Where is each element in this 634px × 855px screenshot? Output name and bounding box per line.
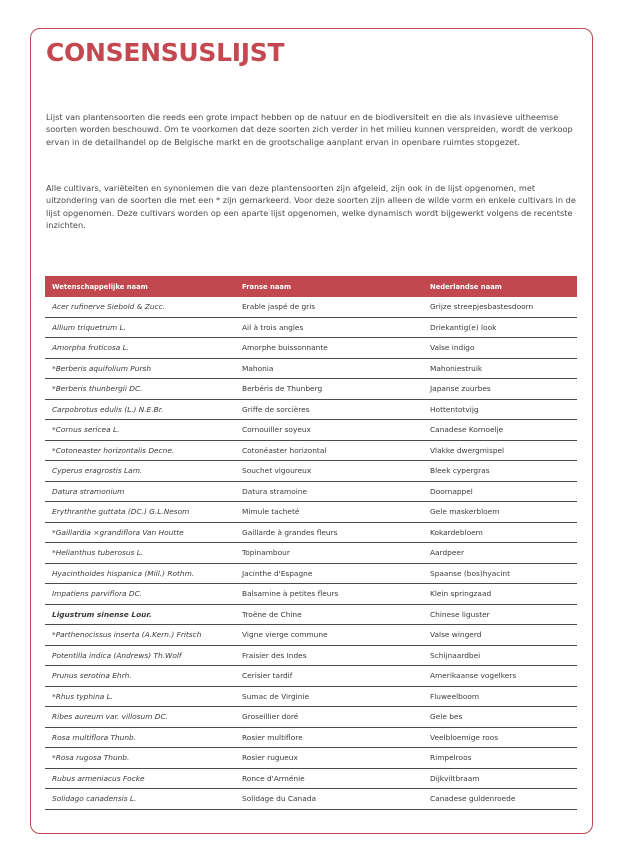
header-dutch-name: Nederlandse naam <box>423 276 577 297</box>
french-name-cell: Troëne de Chine <box>235 604 423 625</box>
table-row <box>45 584 577 605</box>
scientific-name-cell: Ribes aureum var. villosum DC. <box>45 707 235 728</box>
dutch-name-cell: Japanse zuurbes <box>423 379 577 400</box>
french-name-cell: Cerisier tardif <box>235 666 423 687</box>
dutch-name-cell: Doornappel <box>423 481 577 502</box>
dutch-name-cell: Grijze streepjesbastesdoorn <box>423 297 577 317</box>
table-row <box>45 358 577 379</box>
french-name-cell: Erable jaspé de gris <box>235 297 423 317</box>
table-row <box>45 440 577 461</box>
french-name-cell: Gaillarde à grandes fleurs <box>235 522 423 543</box>
dutch-name-cell: Gele bes <box>423 707 577 728</box>
dutch-name-cell: Dijkviltbraam <box>423 768 577 789</box>
french-name-cell: Topinambour <box>235 543 423 564</box>
dutch-name-cell: Veelbloemige roos <box>423 727 577 748</box>
table-row <box>45 297 577 317</box>
page-title: CONSENSUSLIJST <box>46 38 285 67</box>
table-row <box>45 461 577 482</box>
dutch-name-cell: Mahoniestruik <box>423 358 577 379</box>
scientific-name-cell: *Cornus sericea L. <box>45 420 235 441</box>
scientific-name-cell: Rosa multiflora Thunb. <box>45 727 235 748</box>
scientific-name-cell: *Berberis thunbergii DC. <box>45 379 235 400</box>
french-name-cell: Rosier rugueux <box>235 748 423 769</box>
intro-paragraph-2: Alle cultivars, variëteiten en synoniemen die van deze plantensoorten zijn afgeleid, zijn ook in de lijst opgenomen, met uitzondering van de soorten die met een * zijn gemarkeerd. Voor deze soorten zijn alleen de wilde vorm en enkele cultivars in de lijst opgenomen. Deze cultivars worden op een aparte lijst opgenomen, welke dynamisch wordt bijgewerkt volgens de recentste inzichten. <box>46 183 576 231</box>
scientific-name-cell: Allium triquetrum L. <box>45 317 235 338</box>
intro-paragraph-1: Lijst van plantensoorten die reeds een grote impact hebben op de natuur en de biodiversiteit en die als invasieve uitheemse soorten worden beschouwd. Om te voorkomen dat deze soorten zich verder in het milieu kunnen verspreiden, wordt de verkoop ervan in de detailhandel op de Belgische markt en de grootschalige aanplant ervan in openbare ruimtes stopgezet. <box>46 112 573 147</box>
dutch-name-cell: Aardpeer <box>423 543 577 564</box>
dutch-name-cell: Gele maskerbloem <box>423 502 577 523</box>
scientific-name-cell: Impatiens parviflora DC. <box>45 584 235 605</box>
table-row <box>45 563 577 584</box>
dutch-name-cell: Driekantig(e) look <box>423 317 577 338</box>
scientific-name-cell: Amorpha fruticosa L. <box>45 338 235 359</box>
french-name-cell: Cotonéaster horizontal <box>235 440 423 461</box>
table-row <box>45 481 577 502</box>
french-name-cell: Jacinthe d'Espagne <box>235 563 423 584</box>
header-scientific-name: Wetenschappelijke naam <box>45 276 235 297</box>
scientific-name-cell: Acer rufinerve Siebold & Zucc. <box>45 297 235 317</box>
dutch-name-cell: Canadese guldenroede <box>423 789 577 810</box>
dutch-name-cell: Bleek cypergras <box>423 461 577 482</box>
french-name-cell: Vigne vierge commune <box>235 625 423 646</box>
table-row <box>45 789 577 810</box>
dutch-name-cell: Chinese liguster <box>423 604 577 625</box>
scientific-name-cell: *Cotoneaster horizontalis Decne. <box>45 440 235 461</box>
french-name-cell: Rosier multiflore <box>235 727 423 748</box>
scientific-name-cell: Potentilla indica (Andrews) Th.Wolf <box>45 645 235 666</box>
scientific-name-cell: *Parthenocissus inserta (A.Kern.) Fritsch <box>45 625 235 646</box>
scientific-name-cell: Carpobrotus edulis (L.) N.E.Br. <box>45 399 235 420</box>
table-row <box>45 727 577 748</box>
table-row <box>45 666 577 687</box>
dutch-name-cell: Klein springzaad <box>423 584 577 605</box>
dutch-name-cell: Canadese Kornoelje <box>423 420 577 441</box>
scientific-name-cell: Cyperus eragrostis Lam. <box>45 461 235 482</box>
scientific-name-cell: Datura stramonium <box>45 481 235 502</box>
dutch-name-cell: Valse indigo <box>423 338 577 359</box>
scientific-name-cell: *Rosa rugosa Thunb. <box>45 748 235 769</box>
table-row <box>45 379 577 400</box>
dutch-name-cell: Fluweelboom <box>423 686 577 707</box>
dutch-name-cell: Vlakke dwergmispel <box>423 440 577 461</box>
scientific-name-cell: Hyacinthoides hispanica (Mill.) Rothm. <box>45 563 235 584</box>
table-row <box>45 768 577 789</box>
french-name-cell: Amorphe buissonnante <box>235 338 423 359</box>
scientific-name-cell: Prunus serotina Ehrh. <box>45 666 235 687</box>
french-name-cell: Cornouiller soyeux <box>235 420 423 441</box>
table-body <box>45 297 577 809</box>
scientific-name-cell: *Gaillardia ×grandiflora Van Houtte <box>45 522 235 543</box>
french-name-cell: Berbéris de Thunberg <box>235 379 423 400</box>
french-name-cell: Ail à trois angles <box>235 317 423 338</box>
french-name-cell: Souchet vigoureux <box>235 461 423 482</box>
table-row <box>45 604 577 625</box>
french-name-cell: Mahonia <box>235 358 423 379</box>
table-row <box>45 522 577 543</box>
scientific-name-cell: Erythranthe guttata (DC.) G.L.Nesom <box>45 502 235 523</box>
table-row <box>45 502 577 523</box>
dutch-name-cell: Valse wingerd <box>423 625 577 646</box>
scientific-name-cell: *Rhus typhina L. <box>45 686 235 707</box>
french-name-cell: Solidage du Canada <box>235 789 423 810</box>
table-row <box>45 338 577 359</box>
scientific-name-cell: *Berberis aquifolium Pursh <box>45 358 235 379</box>
french-name-cell: Datura stramoine <box>235 481 423 502</box>
french-name-cell: Groseillier doré <box>235 707 423 728</box>
dutch-name-cell: Schijnaardbei <box>423 645 577 666</box>
table-row <box>45 707 577 728</box>
dutch-name-cell: Kokardebloem <box>423 522 577 543</box>
french-name-cell: Balsamine à petites fleurs <box>235 584 423 605</box>
table-row <box>45 686 577 707</box>
table-row <box>45 748 577 769</box>
dutch-name-cell: Hottentotvijg <box>423 399 577 420</box>
scientific-name-cell: *Helianthus tuberosus L. <box>45 543 235 564</box>
table-row <box>45 420 577 441</box>
french-name-cell: Sumac de Virginie <box>235 686 423 707</box>
dutch-name-cell: Spaanse (bos)hyacint <box>423 563 577 584</box>
table-header-row <box>45 276 577 297</box>
dutch-name-cell: Amerikaanse vogelkers <box>423 666 577 687</box>
scientific-name-cell: Solidago canadensis L. <box>45 789 235 810</box>
french-name-cell: Fraisier des Indes <box>235 645 423 666</box>
scientific-name-cell: Ligustrum sinense Lour. <box>45 604 235 625</box>
table-row <box>45 317 577 338</box>
dutch-name-cell: Rimpelroos <box>423 748 577 769</box>
table-row <box>45 399 577 420</box>
header-french-name: Franse naam <box>235 276 423 297</box>
table-row <box>45 645 577 666</box>
table-row <box>45 625 577 646</box>
french-name-cell: Mimule tacheté <box>235 502 423 523</box>
table-row <box>45 543 577 564</box>
scientific-name-cell: Rubus armeniacus Focke <box>45 768 235 789</box>
french-name-cell: Ronce d'Arménie <box>235 768 423 789</box>
consensus-table <box>45 276 577 810</box>
french-name-cell: Griffe de sorcières <box>235 399 423 420</box>
